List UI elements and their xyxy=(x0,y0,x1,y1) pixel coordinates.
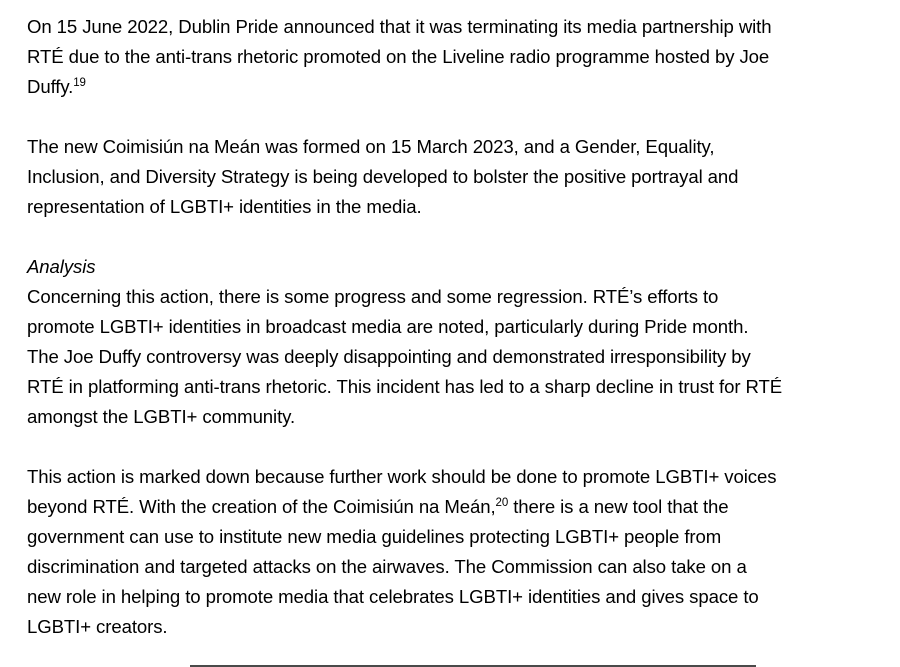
text-run: there is a new tool that the xyxy=(508,496,729,517)
text-line xyxy=(27,582,870,612)
text-run: amongst the LGBTI+ community. xyxy=(27,406,296,427)
text-line xyxy=(27,72,870,102)
text-line xyxy=(27,342,870,372)
text-line xyxy=(27,132,870,162)
text-run: The Joe Duffy controversy was deeply disappointing and demonstrated irresponsibility by xyxy=(27,346,751,367)
text-run: LGBTI+ creators. xyxy=(27,616,168,637)
footnote-marker: 19 xyxy=(73,77,86,89)
text-line xyxy=(27,552,870,582)
text-line xyxy=(27,462,870,492)
text-line xyxy=(27,42,870,72)
text-line xyxy=(27,282,870,312)
text-run: Concerning this action, there is some progress and some regression. RTÉ’s efforts to xyxy=(27,286,719,307)
text-run: discrimination and targeted attacks on the airwaves. The Commission can also take on a xyxy=(27,556,747,577)
text-run: On 15 June 2022, Dublin Pride announced that it was terminating its media partnership with xyxy=(27,16,772,37)
text-run: RTÉ due to the anti-trans rhetoric promoted on the Liveline radio programme hosted by Joe xyxy=(27,46,770,67)
text-line xyxy=(27,12,870,42)
paragraph-coimisiun-formed xyxy=(27,132,870,222)
text-run: The new Coimisiún na Meán was formed on 15 March 2023, and a Gender, Equality, xyxy=(27,136,715,157)
text-line xyxy=(27,492,870,522)
paragraph-marked-down xyxy=(27,462,870,642)
paragraph-dublin-pride xyxy=(27,12,870,102)
text-line xyxy=(27,192,870,222)
text-run: Duffy. xyxy=(27,76,74,97)
text-run: government can use to institute new media guidelines protecting LGBTI+ people from xyxy=(27,526,722,547)
text-line xyxy=(27,162,870,192)
text-run: promote LGBTI+ identities in broadcast media are noted, particularly during Pride month. xyxy=(27,316,749,337)
text-run: representation of LGBTI+ identities in the media. xyxy=(27,196,422,217)
analysis-heading xyxy=(27,252,870,282)
text-line xyxy=(27,402,870,432)
text-run: beyond RTÉ. With the creation of the Coimisiún na Meán, xyxy=(27,496,496,517)
text-run: This action is marked down because further work should be done to promote LGBTI+ voices xyxy=(27,466,777,487)
paragraph-analysis-progress xyxy=(27,282,870,432)
text-line xyxy=(27,252,870,282)
text-line xyxy=(27,312,870,342)
text-run: RTÉ in platforming anti-trans rhetoric. This incident has led to a sharp decline in trust for RTÉ xyxy=(27,376,783,397)
text-line xyxy=(27,522,870,552)
text-run: Analysis xyxy=(27,256,96,277)
text-line xyxy=(27,612,870,642)
text-line xyxy=(27,372,870,402)
footnote-marker: 20 xyxy=(495,497,509,509)
text-run: new role in helping to promote media that celebrates LGBTI+ identities and gives space to xyxy=(27,586,759,607)
text-run: Inclusion, and Diversity Strategy is being developed to bolster the positive portrayal and xyxy=(27,166,739,187)
